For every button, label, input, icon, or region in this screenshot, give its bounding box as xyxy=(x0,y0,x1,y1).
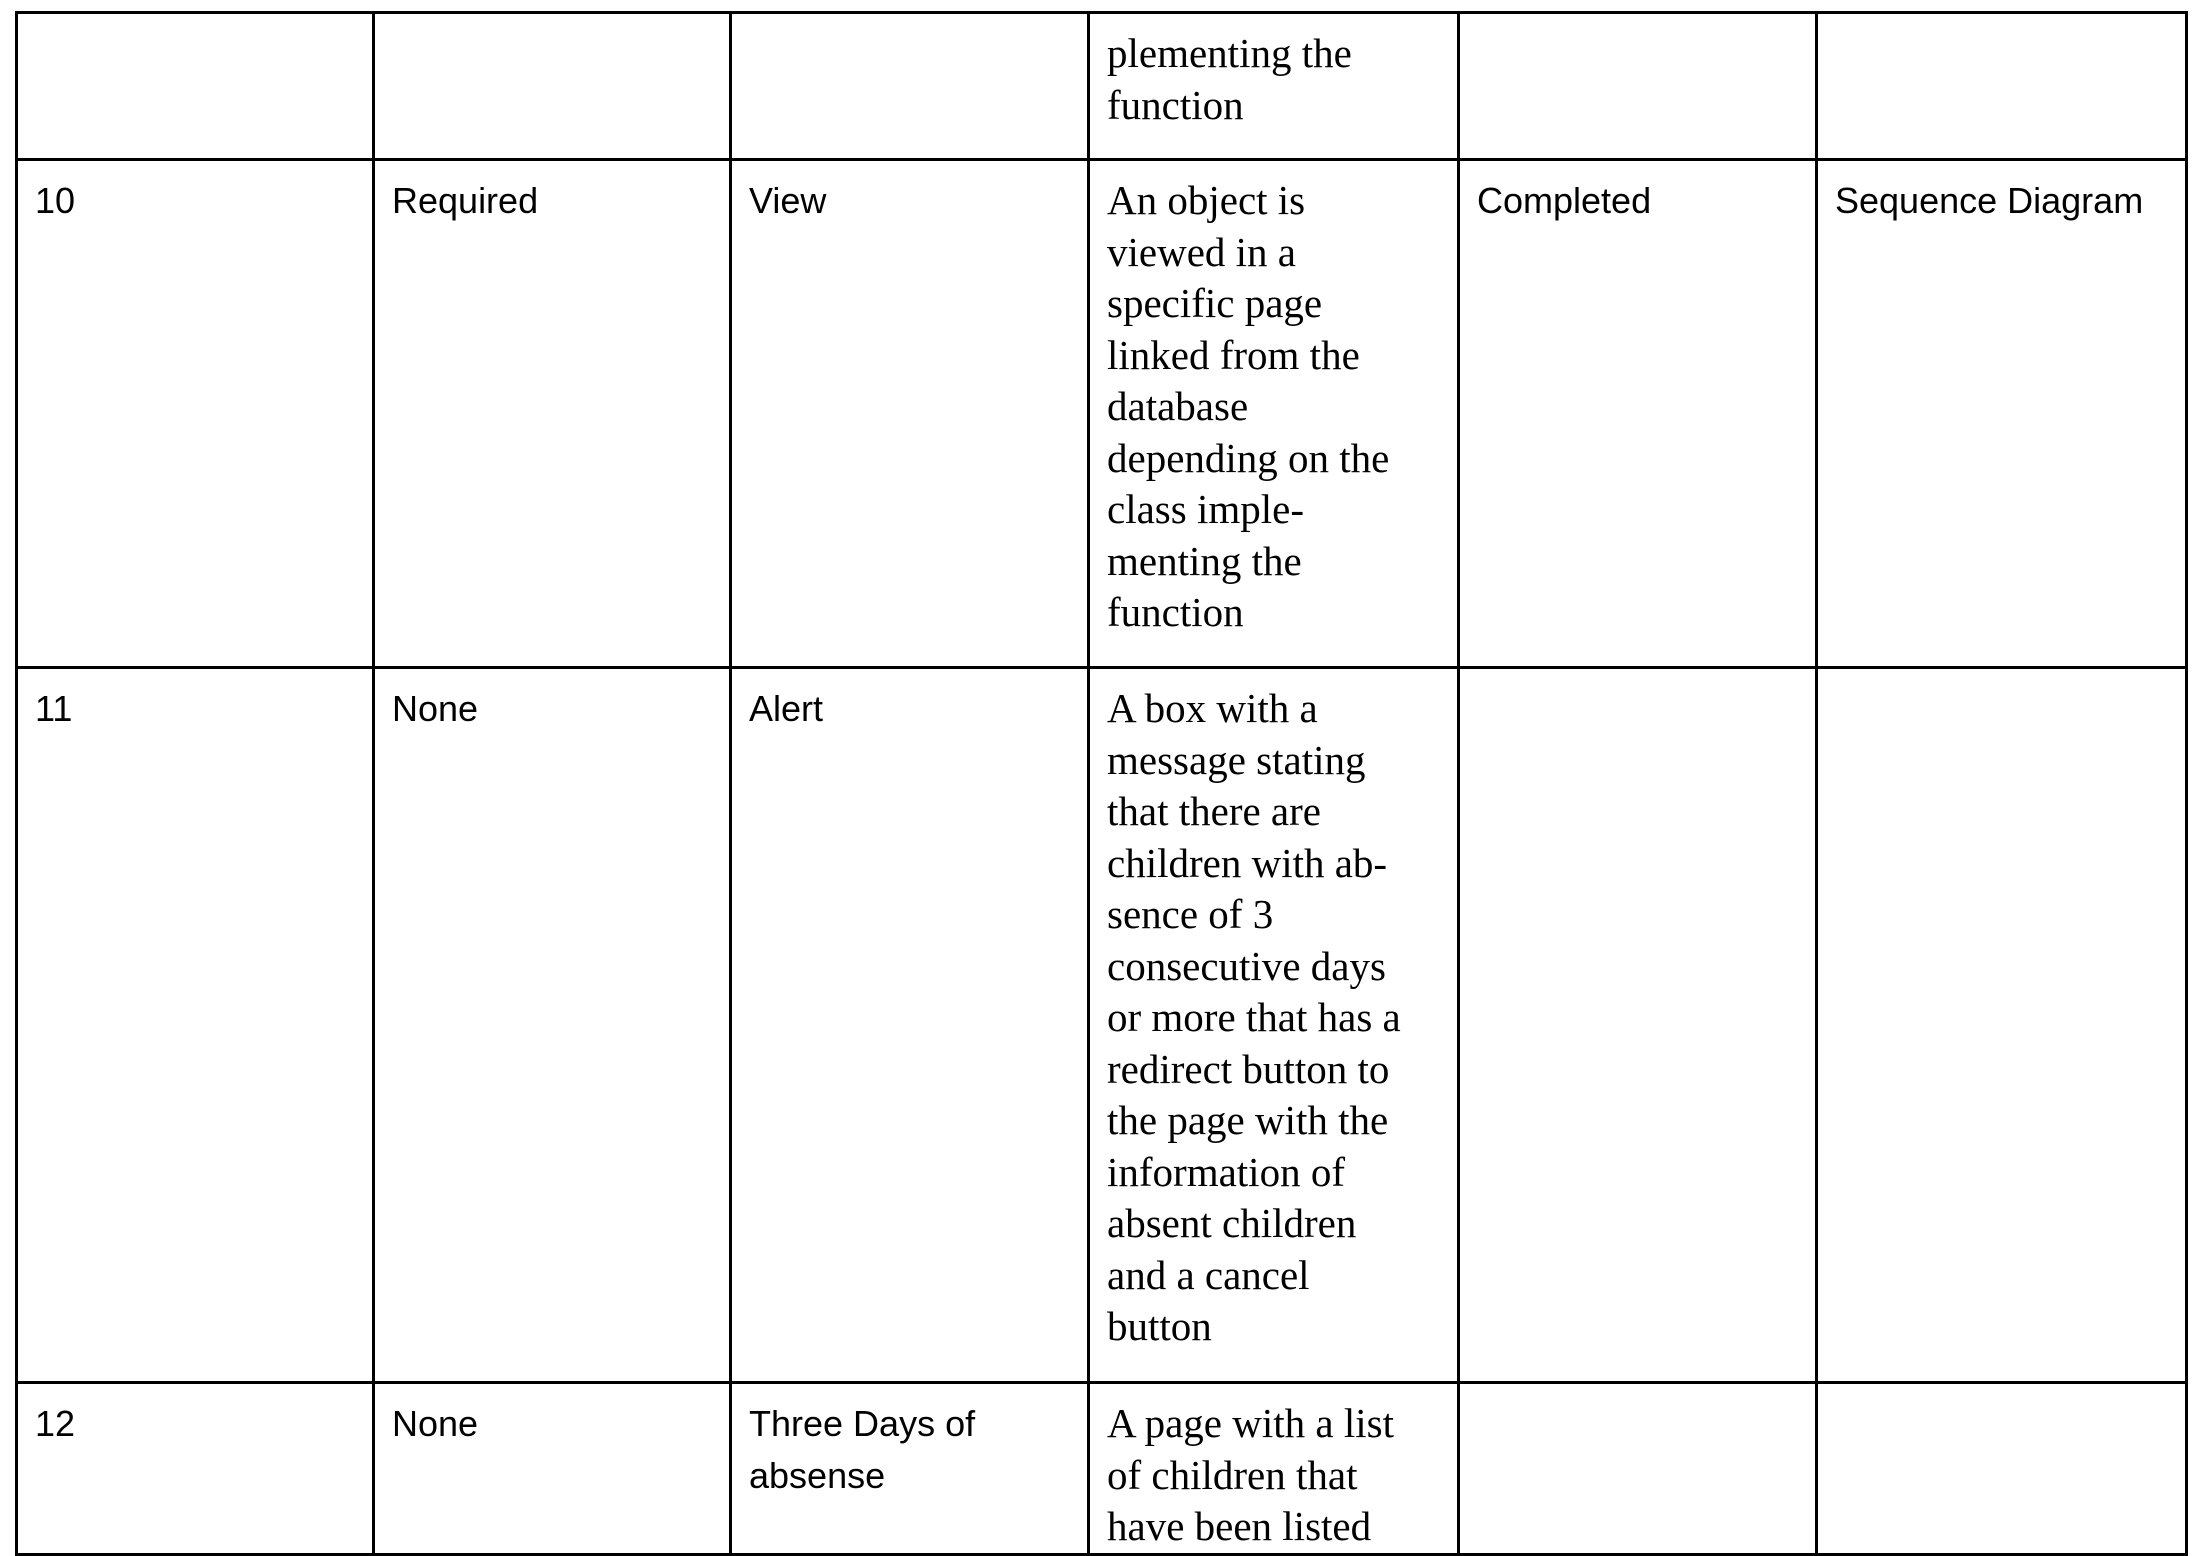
cell-description: An object is viewed in a specific page linked from the database depending on the class imple- menting the function xyxy=(1089,160,1459,668)
cell-description: A box with a message stating that there are children with ab- sence of 3 consecutive days or more that has a redirect button to the page with the information of absent children and a cancel button xyxy=(1089,668,1459,1383)
cell-status: Completed xyxy=(1459,160,1817,668)
table-row xyxy=(17,160,2187,668)
cell-name: Three Days of absense xyxy=(731,1383,1089,1555)
cell-status xyxy=(1459,13,1817,160)
cell-id xyxy=(17,13,374,160)
cell-id: 10 xyxy=(17,160,374,668)
cell-status xyxy=(1459,1383,1817,1555)
cell-priority: None xyxy=(374,668,731,1383)
cell-artifact: Sequence Diagram xyxy=(1817,160,2187,668)
cell-name: Alert xyxy=(731,668,1089,1383)
cell-name xyxy=(731,13,1089,160)
cell-priority: None xyxy=(374,1383,731,1555)
table-row xyxy=(17,13,2187,160)
cell-id: 12 xyxy=(17,1383,374,1555)
cell-description: plementing the function xyxy=(1089,13,1459,160)
table-row xyxy=(17,1383,2187,1555)
cell-priority: Required xyxy=(374,160,731,668)
cell-id: 11 xyxy=(17,668,374,1383)
cell-name: View xyxy=(731,160,1089,668)
cell-artifact xyxy=(1817,668,2187,1383)
requirements-table xyxy=(15,11,2188,1556)
cell-artifact xyxy=(1817,13,2187,160)
cell-priority xyxy=(374,13,731,160)
cell-description: A page with a list of children that have been listed xyxy=(1089,1383,1459,1555)
table-row xyxy=(17,668,2187,1383)
cell-artifact xyxy=(1817,1383,2187,1555)
cell-status xyxy=(1459,668,1817,1383)
requirements-table-container xyxy=(15,11,2188,1556)
